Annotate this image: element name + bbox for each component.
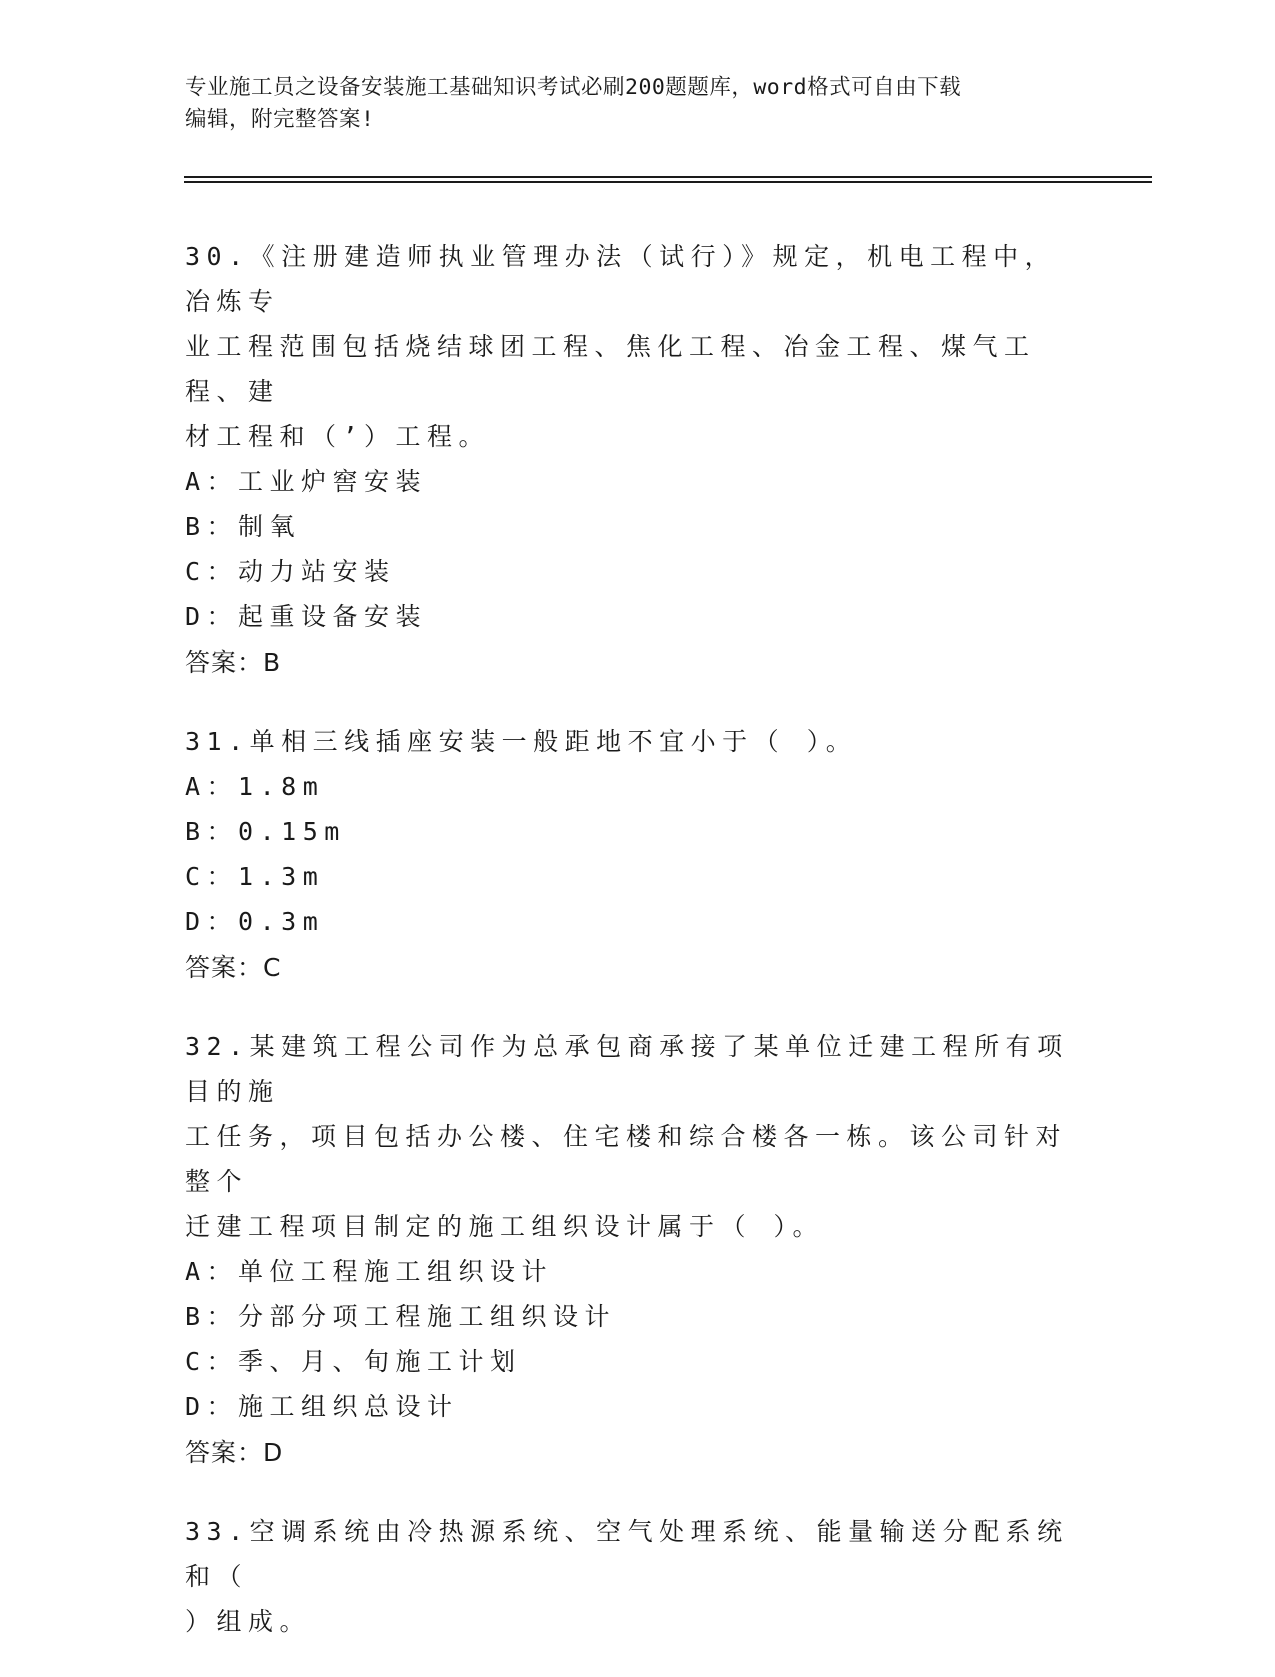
question-stem-line: 材工程和（’）工程。 <box>185 422 491 451</box>
option-b: B：0.15m <box>185 817 346 846</box>
question-stem-line: 33.空调系统由冷热源系统、空气处理系统、能量输送分配系统和（ <box>185 1517 1069 1591</box>
option-a: A：1.8m <box>185 772 325 801</box>
document-header <box>185 72 1085 136</box>
question-stem-line: 工任务，项目包括办公楼、住宅楼和综合楼各一栋。该公司针对整个 <box>185 1122 1068 1196</box>
option-b: B：分部分项工程施工组织设计 <box>185 1302 617 1331</box>
question-31 <box>185 719 1085 991</box>
option-a: A：单位工程施工组织设计 <box>185 1257 554 1286</box>
question-stem-line: 迁建工程项目制定的施工组织设计属于（ ）。 <box>185 1212 825 1241</box>
answer-label: 答案：B <box>185 648 282 677</box>
answer-label: 答案：C <box>185 953 282 982</box>
question-stem-line: 业工程范围包括烧结球团工程、焦化工程、冶金工程、煤气工程、建 <box>185 332 1036 406</box>
question-stem-line: 32.某建筑工程公司作为总承包商承接了某单位迁建工程所有项目的施 <box>185 1032 1069 1106</box>
option-d: D：施工组织总设计 <box>185 1392 459 1421</box>
option-a: A：工业炉窖安装 <box>185 467 428 496</box>
question-list <box>185 234 1085 1677</box>
answer-label: 答案：D <box>185 1438 284 1467</box>
option-d: D：起重设备安装 <box>185 602 428 631</box>
question-30 <box>185 234 1085 686</box>
question-stem-line: ）组成。 <box>185 1607 312 1636</box>
header-title-line-1: 专业施工员之设备安装施工基础知识考试必刷200题题库，word格式可自由下载 <box>185 75 962 100</box>
question-stem-line: 31.单相三线插座安装一般距地不宜小于（ ）。 <box>185 727 858 756</box>
option-d: D：0.3m <box>185 907 325 936</box>
header-divider-bottom <box>184 181 1152 183</box>
question-32 <box>185 1024 1085 1476</box>
option-c: C：季、月、旬施工计划 <box>185 1347 522 1376</box>
question-33 <box>185 1509 1085 1644</box>
option-c: C：动力站安装 <box>185 557 396 586</box>
header-title-line-2: 编辑，附完整答案! <box>185 107 375 132</box>
question-stem-line: 30.《注册建造师执业管理办法（试行）》规定，机电工程中，冶炼专 <box>185 242 1057 316</box>
header-divider-top <box>184 176 1152 178</box>
option-c: C：1.3m <box>185 862 325 891</box>
option-b: B：制氧 <box>185 512 302 541</box>
